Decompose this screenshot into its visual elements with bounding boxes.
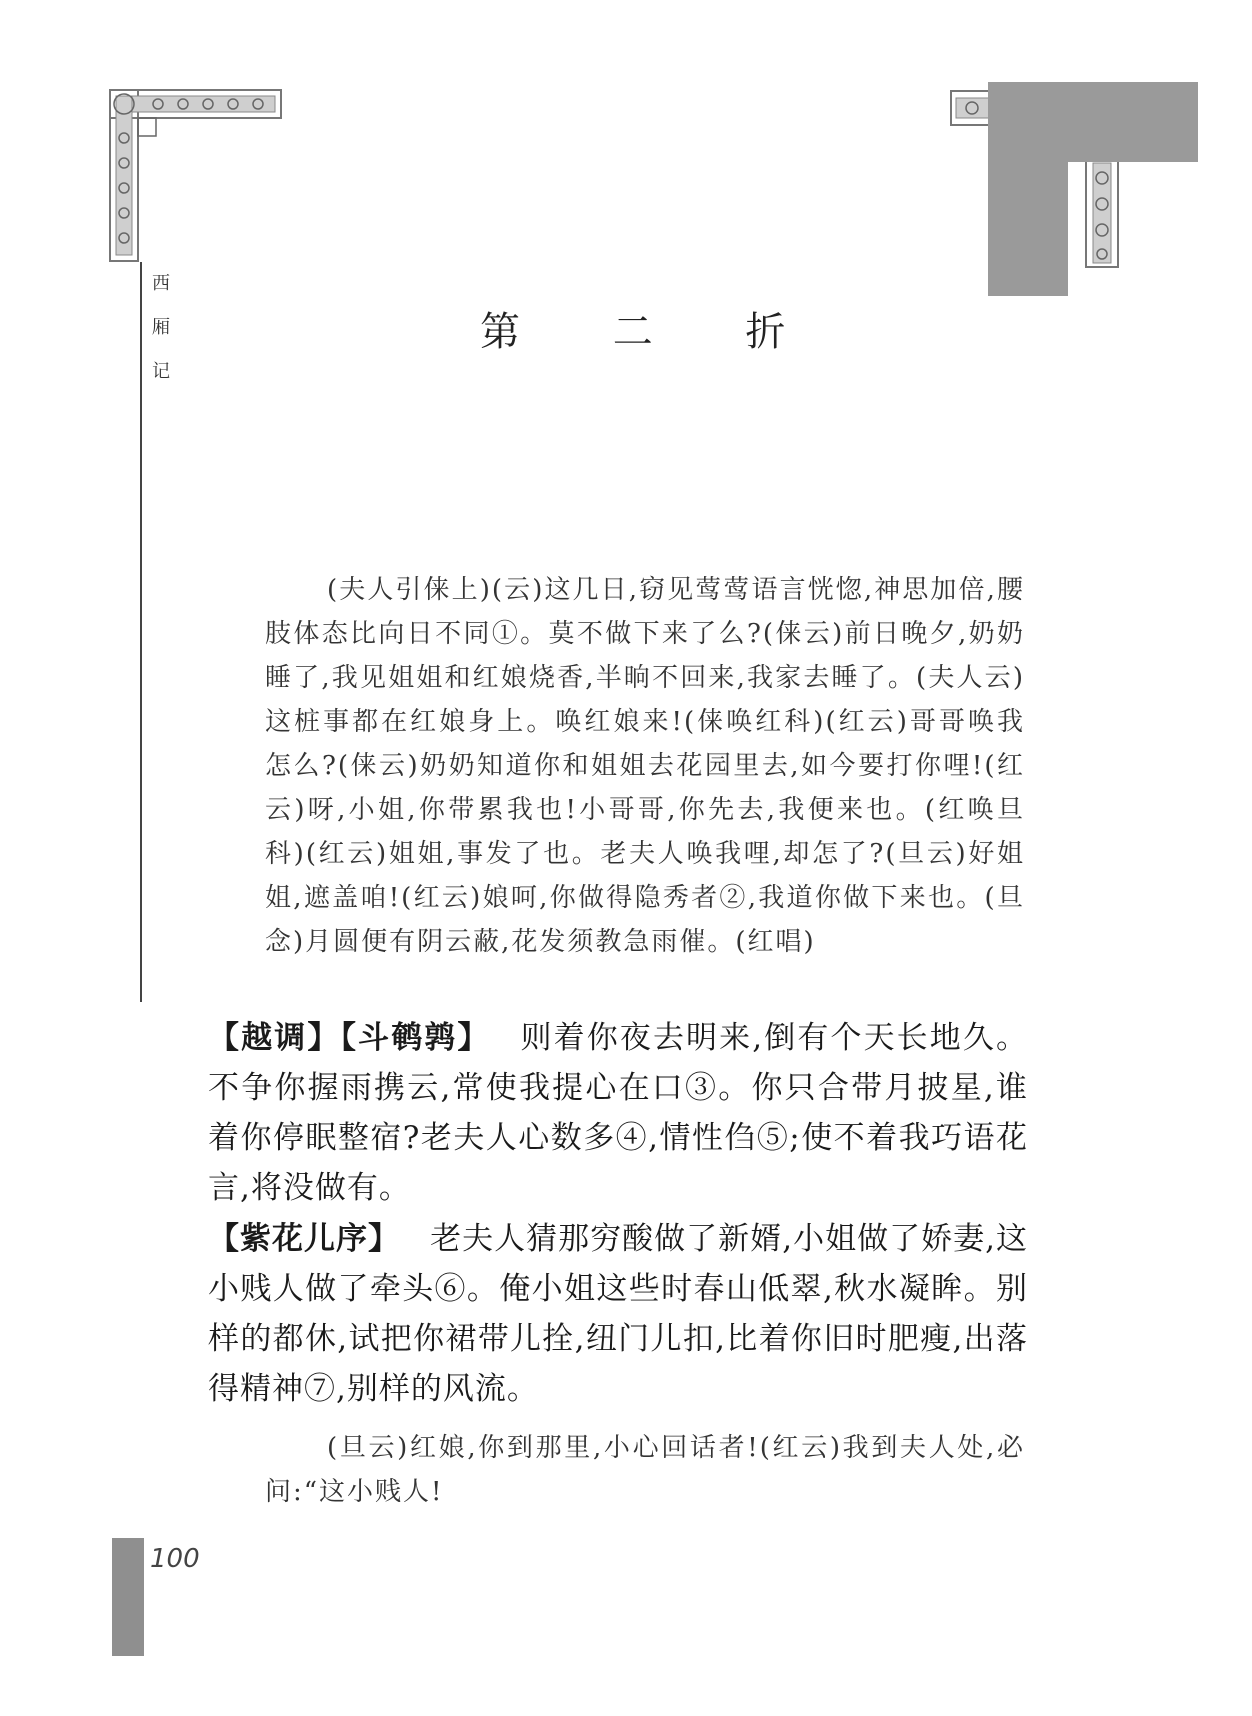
book-title-char: 厢 xyxy=(152,317,170,338)
book-title-char: 记 xyxy=(152,361,170,382)
song-block-2 xyxy=(208,1214,1028,1414)
prose-paragraph: (夫人引俫上)(云)这几日,窃见莺莺语言恍惚,神思加倍,腰肢体态比向日不同①。莫不做下来了么?(俫云)前日晚夕,奶奶睡了,我见姐姐和红娘烧香,半晌不回来,我家去睡了。(夫人云)这桩事都在红娘身上。唤红娘来!(俫唤红科)(红云)哥哥唤我怎么?(俫云)奶奶知道你和姐姐去花园里去,如今要打你哩!(红云)呀,小姐,你带累我也!小哥哥,你先去,我便来也。(红唤旦科)(红云)姐姐,事发了也。老夫人唤我哩,却怎了?(旦云)好姐姐,遮盖咱!(红云)娘呵,你做得隐秀者②,我道你做下来也。(旦念)月圆便有阴云蔽,花发须教急雨催。(红唱) xyxy=(265,575,1025,957)
page-number: 100 xyxy=(150,1544,200,1574)
margin-rule xyxy=(140,262,142,1002)
tune-name: 【紫花儿序】 xyxy=(208,1221,401,1257)
ornament-top-right-vertical xyxy=(1085,158,1119,268)
lyric-text: 则着你夜去明来,倒有个天长地久。不争你握雨携云,常使我提心在口③。你只合带月披星,谁着你停眠整宿?老夫人心数多④,情性㑇⑤;使不着我巧语花言,将没做有。 xyxy=(208,1020,1029,1206)
song-block-1 xyxy=(208,1013,1028,1213)
chapter-title: 第 二 折 xyxy=(480,309,826,355)
prose-paragraph: (旦云)红娘,你到那里,小心回话者!(红云)我到夫人处,必问:“这小贱人! xyxy=(265,1433,1025,1507)
lyric-text: 老夫人猜那穷酸做了新婿,小姐做了娇妻,这小贱人做了牵头⑥。俺小姐这些时春山低翠,秋水凝眸。别样的都休,试把你裙带儿拴,纽门儿扣,比着你旧时肥瘦,出落得精神⑦,别样的风流。 xyxy=(208,1221,1028,1407)
running-book-title xyxy=(148,262,174,394)
corner-ornament-top-left xyxy=(108,88,283,263)
page-number-bar xyxy=(112,1538,144,1656)
song-paragraph xyxy=(208,1214,1028,1414)
corner-grey-tab xyxy=(988,150,1068,296)
song-paragraph xyxy=(208,1013,1028,1213)
prose-block-2 xyxy=(265,1426,1025,1514)
book-title-char: 西 xyxy=(152,273,170,294)
tune-name: 【越调】【斗鹌鹑】 xyxy=(208,1020,491,1056)
prose-block-1 xyxy=(265,568,1025,964)
